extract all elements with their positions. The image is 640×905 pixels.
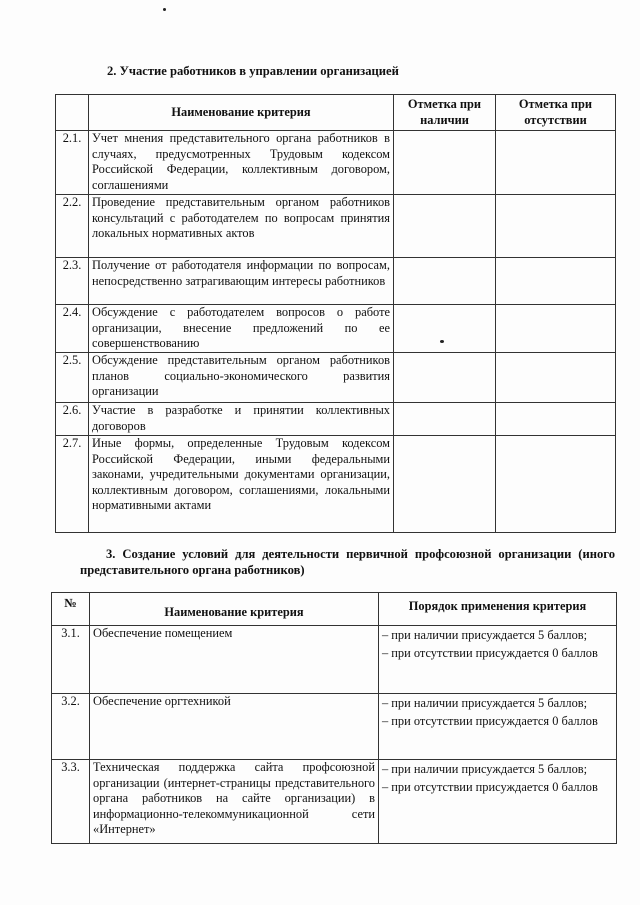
section2-heading: 2. Участие работников в управлении организацией: [107, 64, 399, 78]
row-criterion: Проведение представительным органом работников консультаций с работодателем по вопросам принятия локальных нормативных актов: [89, 195, 394, 258]
table-row: [56, 305, 616, 353]
scan-speck-top: [163, 8, 166, 11]
section2-table: [55, 94, 616, 533]
table-row: [52, 626, 617, 694]
rule-if-absent: – при отсутствии присуждается 0 баллов: [382, 645, 598, 660]
table-row: [52, 760, 617, 844]
row-criterion: Обсуждение с работодателем вопросов о работе организации, внесение предложений по ее совершенствованию: [89, 305, 394, 353]
row-number: 3.3.: [52, 760, 90, 844]
mark-present-cell[interactable]: [394, 353, 496, 403]
row-procedure: [379, 694, 617, 760]
row-number: 3.1.: [52, 626, 90, 694]
section2-criterion-header: Наименование критерия: [89, 95, 394, 131]
section2-mark-present-header: Отметка при наличии: [394, 95, 496, 131]
section3-procedure-header: Порядок применения критерия: [379, 593, 617, 626]
row-criterion: Иные формы, определенные Трудовым кодексом Российской Федерации, иными федеральными законами, учредительными документами организации, коллективным договором, соглашениями, локальными нормативными актами: [89, 436, 394, 533]
section3-table: [51, 592, 617, 844]
mark-absent-cell[interactable]: [496, 436, 616, 533]
table-row: [56, 258, 616, 305]
row-number: 2.4.: [56, 305, 89, 353]
table-row: [52, 694, 617, 760]
section2-mark-absent-header: Отметка при отсутствии: [496, 95, 616, 131]
section3-number-header: №: [52, 593, 90, 626]
row-number: 3.2.: [52, 694, 90, 760]
mark-present-cell[interactable]: [394, 195, 496, 258]
table-row: [56, 131, 616, 195]
row-number: 2.6.: [56, 403, 89, 436]
mark-present-cell[interactable]: [394, 131, 496, 195]
table-row: [56, 195, 616, 258]
section3-criterion-header: Наименование критерия: [90, 593, 379, 626]
table-row: [56, 403, 616, 436]
table-row: [56, 353, 616, 403]
mark-absent-cell[interactable]: [496, 403, 616, 436]
row-criterion: Обеспечение оргтехникой: [90, 694, 379, 760]
section3-header-row: [52, 593, 617, 626]
row-criterion: Обсуждение представительным органом работников планов социально-экономического развития организации: [89, 353, 394, 403]
mark-absent-cell[interactable]: [496, 305, 616, 353]
row-criterion: Техническая поддержка сайта профсоюзной организации (интернет-страницы представительного органа работников на сайте организации) в информационно-телекоммуникационной сети «Интернет»: [90, 760, 379, 844]
row-number: 2.7.: [56, 436, 89, 533]
rule-if-present: – при наличии присуждается 5 баллов;: [382, 628, 588, 642]
mark-present-cell[interactable]: [394, 305, 496, 353]
rule-if-absent: – при отсутствии присуждается 0 баллов: [382, 779, 598, 794]
row-number: 2.3.: [56, 258, 89, 305]
table-row: [56, 436, 616, 533]
section2-header-row: [56, 95, 616, 131]
row-procedure: [379, 760, 617, 844]
row-number: 2.2.: [56, 195, 89, 258]
mark-present-cell[interactable]: [394, 403, 496, 436]
rule-if-present: – при наличии присуждается 5 баллов;: [382, 696, 588, 710]
section3-heading: 3. Создание условий для деятельности первичной профсоюзной организации (иного представительного органа работников): [80, 547, 615, 577]
mark-present-cell[interactable]: [394, 258, 496, 305]
row-number: 2.5.: [56, 353, 89, 403]
mark-absent-cell[interactable]: [496, 131, 616, 195]
rule-if-present: – при наличии присуждается 5 баллов;: [382, 762, 588, 776]
section2-number-header: [56, 95, 89, 131]
mark-present-cell[interactable]: [394, 436, 496, 533]
row-criterion: Учет мнения представительного органа работников в случаях, предусмотренных Трудовым кодексом Российской Федерации, коллективным договором, соглашениями: [89, 131, 394, 195]
row-criterion: Обеспечение помещением: [90, 626, 379, 694]
mark-absent-cell[interactable]: [496, 195, 616, 258]
row-procedure: [379, 626, 617, 694]
row-number: 2.1.: [56, 131, 89, 195]
row-criterion: Получение от работодателя информации по вопросам, непосредственно затрагивающим интересы работников: [89, 258, 394, 305]
rule-if-absent: – при отсутствии присуждается 0 баллов: [382, 713, 598, 728]
mark-absent-cell[interactable]: [496, 258, 616, 305]
row-criterion: Участие в разработке и принятии коллективных договоров: [89, 403, 394, 436]
mark-absent-cell[interactable]: [496, 353, 616, 403]
